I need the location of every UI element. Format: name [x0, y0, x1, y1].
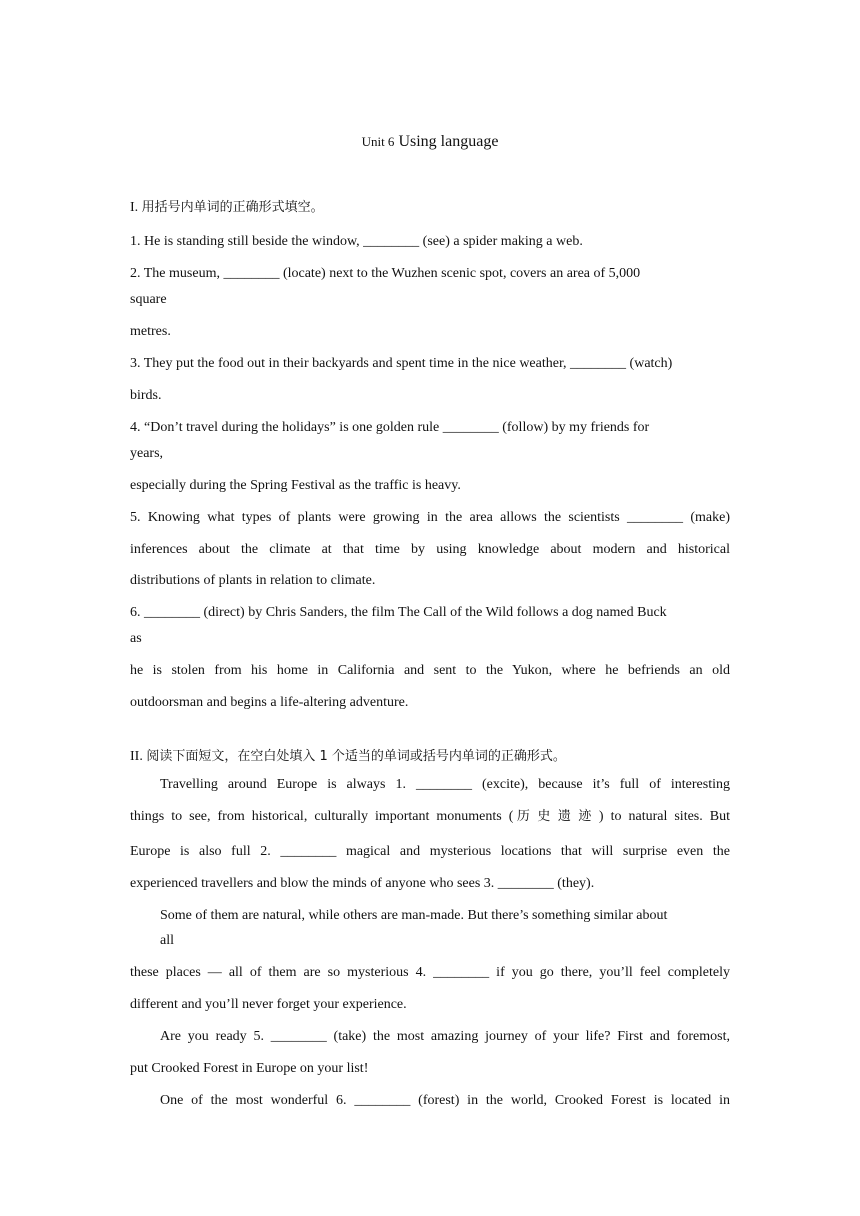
passage-line: One of the most wonderful 6. ________ (forest) in the world, Crooked Forest is located in [160, 1093, 730, 1108]
section-1-heading: I. 用括号内单词的正确形式填空。 [130, 200, 324, 215]
exercise-line: years, [130, 446, 164, 461]
passage-line: Some of them are natural, while others are man-made. But there’s something similar about [160, 908, 668, 923]
passage-line: put Crooked Forest in Europe on your list! [130, 1061, 369, 1076]
passage-line: things to see, from historical, culturally important monuments (历史遗迹) to natural sites. But [130, 809, 730, 824]
exercise-line: 2. The museum, ________ (locate) next to the Wuzhen scenic spot, covers an area of 5,000 [130, 266, 641, 281]
passage-line: these places — all of them are so mysterious 4. ________ if you go there, you’ll feel completely [130, 965, 730, 980]
exercise-line: especially during the Spring Festival as the traffic is heavy. [130, 478, 461, 493]
section-2-heading: II. 阅读下面短文，在空白处填入 1 个适当的单词或括号内单词的正确形式。 [130, 749, 566, 764]
page-title-unit: Unit 6 [361, 134, 395, 149]
exercise-line: outdoorsman and begins a life-altering adventure. [130, 695, 409, 710]
exercise-line: 5. Knowing what types of plants were growing in the area allows the scientists ________ (make) [130, 510, 730, 525]
passage-line: different and you’ll never forget your experience. [130, 997, 407, 1012]
exercise-line: 4. “Don’t travel during the holidays” is one golden rule ________ (follow) by my friends for [130, 420, 650, 435]
exercise-line: square [130, 292, 167, 307]
exercise-line: 6. ________ (direct) by Chris Sanders, the film The Call of the Wild follows a dog named Buck [130, 605, 667, 620]
passage-line: Are you ready 5. ________ (take) the most amazing journey of your life? First and foremost, [160, 1029, 730, 1044]
exercise-line: inferences about the climate at that time by using knowledge about modern and historical [130, 542, 730, 557]
passage-line: experienced travellers and blow the minds of anyone who sees 3. ________ (they). [130, 876, 595, 891]
exercise-line: metres. [130, 324, 171, 339]
page-title [0, 131, 860, 153]
exercise-line: as [130, 631, 142, 646]
passage-line: Europe is also full 2. ________ magical and mysterious locations that will surprise even the [130, 844, 730, 859]
passage-line: all [160, 933, 174, 948]
cjk-annotation: 历史遗迹 [513, 809, 599, 824]
page-title-main: Using language [398, 133, 499, 150]
exercise-line: distributions of plants in relation to climate. [130, 573, 376, 588]
exercise-line: birds. [130, 388, 162, 403]
exercise-line: 3. They put the food out in their backyards and spent time in the nice weather, ________ (watch) [130, 356, 673, 371]
exercise-line: 1. He is standing still beside the window, ________ (see) a spider making a web. [130, 234, 583, 249]
passage-line: Travelling around Europe is always 1. ________ (excite), because it’s full of interesting [160, 777, 730, 792]
exercise-line: he is stolen from his home in California and sent to the Yukon, where he befriends an old [130, 663, 730, 678]
